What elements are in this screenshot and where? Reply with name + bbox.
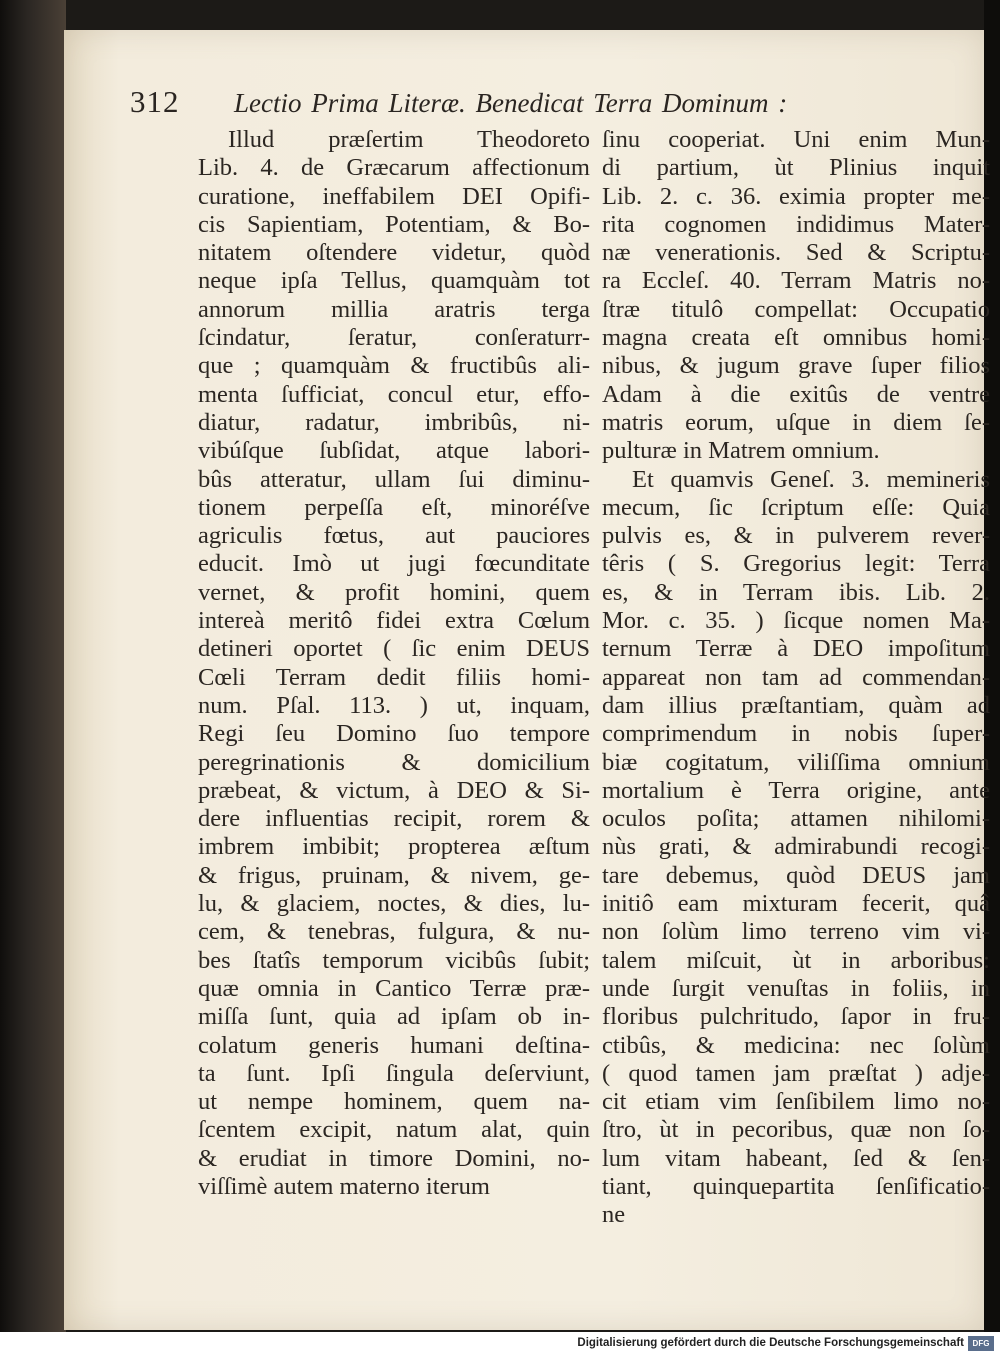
text-line: diatur, radatur, imbribûs, ni- bbox=[198, 408, 590, 436]
text-line: es, & in Terram ibis. Lib. 2. bbox=[602, 578, 990, 606]
text-line: detineri oportet ( ſic enim DEUS bbox=[198, 635, 590, 663]
text-line: Illud præſertim Theodoreto bbox=[228, 126, 590, 153]
text-line: Mor. c. 35. ) ſicque nomen Ma- bbox=[602, 607, 990, 635]
text-line: næ venerationis. Sed & Scriptu- bbox=[602, 239, 990, 267]
text-line: intereà meritô fidei extra Cœlum bbox=[198, 607, 590, 635]
text-line: viſſimè autem materno iterum bbox=[198, 1172, 490, 1200]
text-line: mecum, ſic ſcriptum eſſe: Quia bbox=[602, 493, 990, 521]
text-line: imbrem imbibit; propterea æſtum bbox=[198, 833, 590, 861]
right-text-column bbox=[602, 126, 990, 1230]
funding-notice: Digitalisierung gefördert durch die Deutsche Forschungsgemeinschaft bbox=[577, 1337, 964, 1349]
text-line: agriculis fœtus, aut pauciores bbox=[198, 522, 590, 550]
text-line: colatum generis humani deſtina- bbox=[198, 1031, 590, 1059]
book-spine-shadow bbox=[0, 0, 66, 1332]
text-line: educit. Imò ut jugi fœcunditate bbox=[198, 550, 590, 578]
text-line: & erudiat in timore Domini, no- bbox=[198, 1144, 590, 1172]
running-title: Lectio Prima Literæ. Benedicat Terra Dominum : bbox=[234, 88, 788, 118]
text-line: magna creata eſt omnibus homi- bbox=[602, 324, 990, 352]
text-line: num. Pſal. 113. ) ut, inquam, bbox=[198, 691, 590, 719]
text-line: ta ſunt. Ipſi ſingula deſerviunt, bbox=[198, 1059, 590, 1087]
text-line: nùs grati, & admirabundi recogi- bbox=[602, 833, 990, 861]
text-line: que ; quamquàm & fructibûs ali- bbox=[198, 352, 590, 380]
text-line: têris ( S. Gregorius legit: Terra bbox=[602, 550, 990, 578]
text-line: talem miſcuit, ùt in arboribus: bbox=[602, 946, 990, 974]
text-line: nibus, & jugum grave ſuper filios bbox=[602, 352, 990, 380]
text-line: rita cognomen indidimus Mater- bbox=[602, 210, 990, 238]
page-header bbox=[130, 84, 900, 124]
text-line: bûs atteratur, ullam ſui diminu- bbox=[198, 465, 590, 493]
text-line: di partium, ùt Plinius inquit bbox=[602, 154, 990, 182]
text-line: ctibûs, & medicina: nec ſolùm bbox=[602, 1031, 990, 1059]
text-line: cem, & tenebras, fulgura, & nu- bbox=[198, 918, 590, 946]
text-line: bes ſtatîs temporum vicibûs ſubit; bbox=[198, 946, 590, 974]
text-line: ra Eccleſ. 40. Terram Matris no- bbox=[602, 267, 990, 295]
text-line: Lib. 2. c. 36. eximia propter me- bbox=[602, 182, 990, 210]
text-line: tionem perpeſſa eſt, minoréſve bbox=[198, 493, 590, 521]
text-line: vernet, & profit homini, quem bbox=[198, 578, 590, 606]
text-line: vibúſque ſubſidat, atque labori- bbox=[198, 437, 590, 465]
text-line: dere influentias recipit, rorem & bbox=[198, 805, 590, 833]
text-line: comprimendum in nobis ſuper- bbox=[602, 720, 990, 748]
text-line: pulturæ in Matrem omnium. bbox=[602, 437, 880, 465]
text-line: oculos poſita; attamen nihilomi- bbox=[602, 805, 990, 833]
text-line: appareat non tam ad commendan- bbox=[602, 663, 990, 691]
text-line: menta ſufficiat, concul etur, effo- bbox=[198, 380, 590, 408]
text-line: & frigus, pruinam, & nivem, ge- bbox=[198, 861, 590, 889]
text-line: miſſa ſunt, quia ad ipſam ob in- bbox=[198, 1003, 590, 1031]
text-line: pulvis es, & in pulverem rever- bbox=[602, 522, 990, 550]
text-line: matris eorum, uſque in diem ſe- bbox=[602, 408, 990, 436]
text-line: quæ omnia in Cantico Terræ præ- bbox=[198, 974, 590, 1002]
text-line: ſtræ titulô compellat: Occupatio bbox=[602, 295, 990, 323]
text-line: lum vitam habeant, ſed & ſen- bbox=[602, 1144, 990, 1172]
text-line: cit etiam vim ſenſibilem limo no- bbox=[602, 1088, 990, 1116]
text-line: Adam à die exitûs de ventre bbox=[602, 380, 990, 408]
text-line: ne bbox=[602, 1201, 626, 1229]
text-line: Lib. 4. de Græcarum affectionum bbox=[198, 154, 590, 182]
page-number: 312 bbox=[130, 84, 180, 119]
text-line: Cœli Terram dedit filiis homi- bbox=[198, 663, 590, 691]
text-line: Regi ſeu Domino ſuo tempore bbox=[198, 720, 590, 748]
text-line: ſinu cooperiat. Uni enim Mun- bbox=[602, 126, 990, 153]
text-line: dam illius præſtantiam, quàm ad bbox=[602, 691, 990, 719]
text-line: ut nempe hominem, quem na- bbox=[198, 1088, 590, 1116]
dfg-logo: DFG bbox=[968, 1336, 994, 1351]
text-line: tare debemus, quòd DEUS jam bbox=[602, 861, 990, 889]
text-line: mortalium è Terra origine, ante bbox=[602, 776, 990, 804]
text-line: cis Sapientiam, Potentiam, & Bo- bbox=[198, 210, 590, 238]
digitization-footer bbox=[0, 1332, 1000, 1356]
text-line: non ſolùm limo terreno vim vi- bbox=[602, 918, 990, 946]
text-line: biæ cogitatum, viliſſima omnium bbox=[602, 748, 990, 776]
text-line: tiant, quinquepartita ſenſificatio- bbox=[602, 1172, 990, 1200]
text-line: ternum Terræ à DEO impoſitum bbox=[602, 635, 990, 663]
text-line: neque ipſa Tellus, quamquàm tot bbox=[198, 267, 590, 295]
text-line: ſcindatur, ſeratur, conſeraturr- bbox=[198, 324, 590, 352]
left-text-column bbox=[198, 126, 590, 1201]
text-line: peregrinationis & domicilium bbox=[198, 748, 590, 776]
text-line: curatione, ineffabilem DEI Opifi- bbox=[198, 182, 590, 210]
text-line: annorum millia aratris terga bbox=[198, 295, 590, 323]
text-line: Et quamvis Geneſ. 3. memineris bbox=[632, 465, 990, 493]
text-line: præbeat, & victum, à DEO & Si- bbox=[198, 776, 590, 804]
text-line: floribus pulchritudo, ſapor in fru- bbox=[602, 1003, 990, 1031]
text-line: ſtro, ùt in pecoribus, quæ non ſo- bbox=[602, 1116, 990, 1144]
text-line: ſcentem excipit, natum alat, quin bbox=[198, 1116, 590, 1144]
text-line: initiô eam mixturam fecerit, quâ bbox=[602, 890, 990, 918]
text-line: ( quod tamen jam præſtat ) adje- bbox=[602, 1059, 990, 1087]
text-line: nitatem oſtendere videtur, quòd bbox=[198, 239, 590, 267]
text-line: unde ſurgit venuſtas in foliis, in bbox=[602, 974, 990, 1002]
text-line: lu, & glaciem, noctes, & dies, lu- bbox=[198, 890, 590, 918]
